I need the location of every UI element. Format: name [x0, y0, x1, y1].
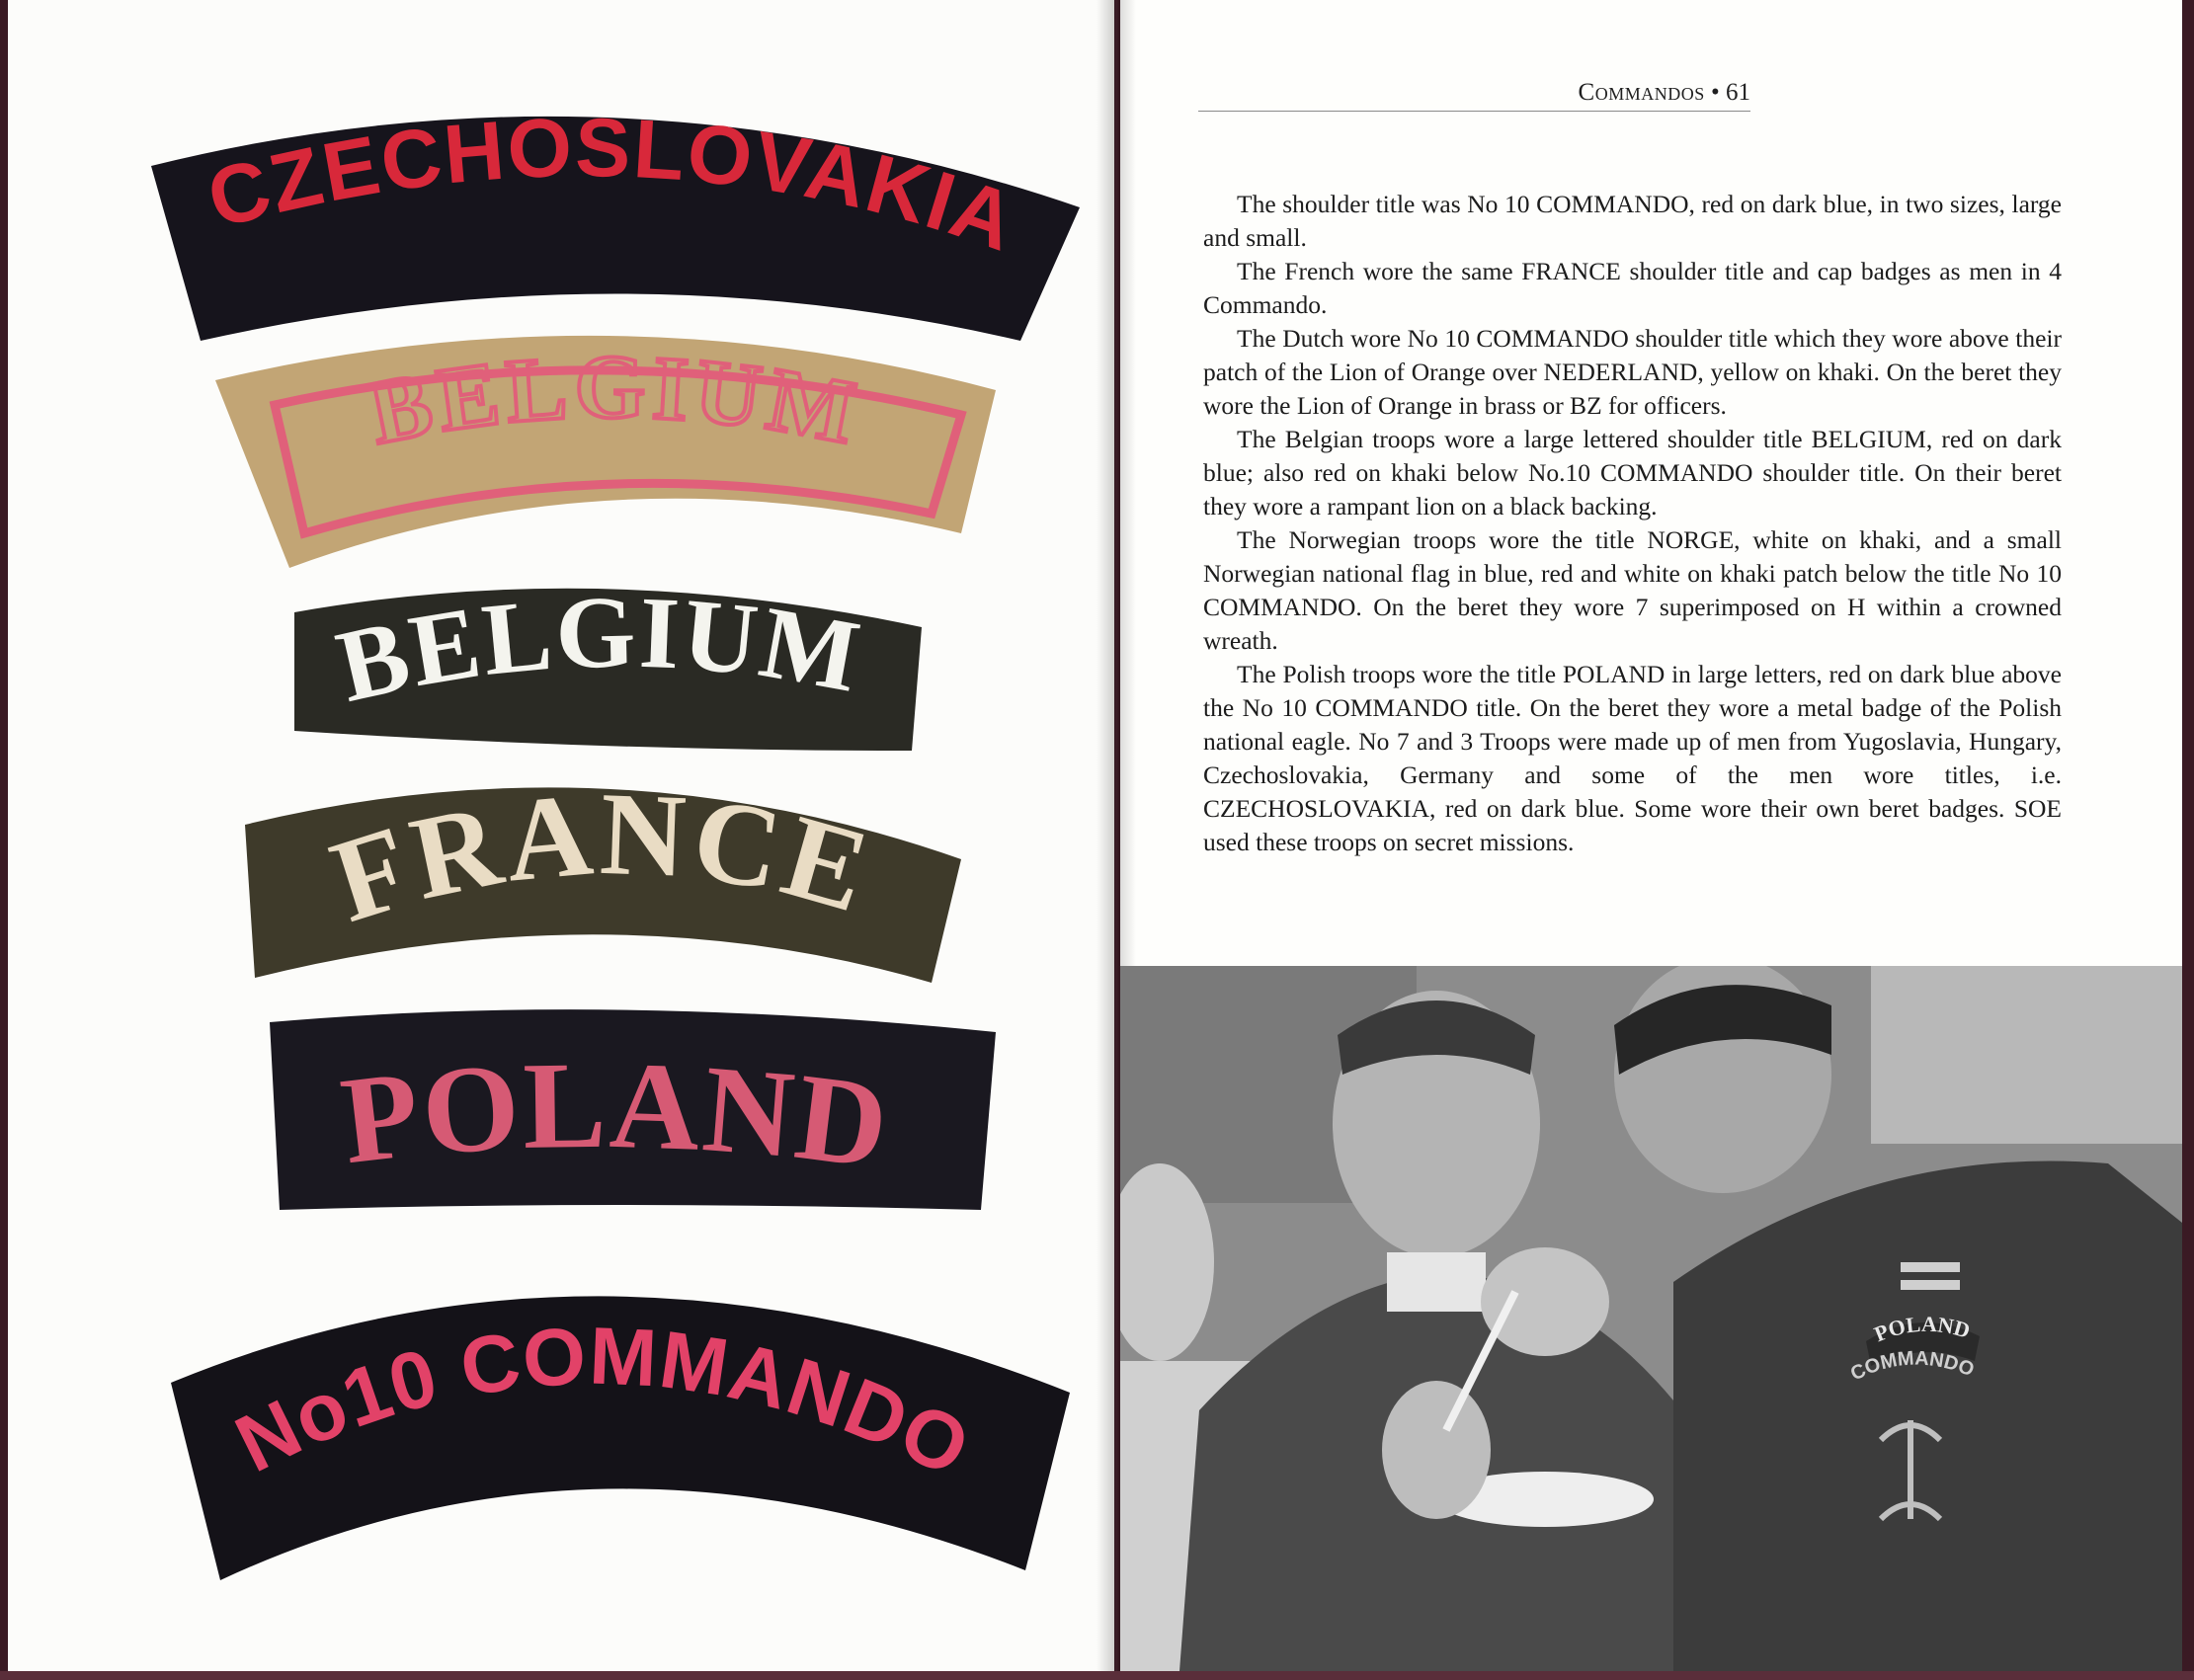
running-head-separator: •	[1710, 79, 1720, 106]
photograph	[1120, 966, 2182, 1671]
paragraph: The shoulder title was No 10 COMMANDO, red on dark blue, in two sizes, large and small.	[1203, 190, 2062, 252]
patch-no10-commando	[171, 1296, 1070, 1580]
patch-belgium-khaki	[215, 336, 996, 568]
paragraph: The Polish troops wore the title POLAND in large letters, red on dark blue above the No 10 COMMANDO title. On the beret they wore a metal badge of the Polish national eagle. No 7 and 3 Troops were made up of men from Yugoslavia, Hungary, Czechoslovakia, Germany and some of the men wore titles, i.e. CZECHOSLOVAKIA, red on dark blue. Some wore their own beret badges. SOE used these troops on secret missions.	[1203, 660, 2062, 856]
left-page	[8, 0, 1114, 1671]
hand-right	[1481, 1247, 1609, 1356]
patch-belgium-dark	[294, 575, 922, 751]
poland-shoulder-title-text: POLAND	[1870, 1311, 1974, 1347]
patch-france-text: FRANCE	[317, 766, 886, 947]
commando-shoulder-title-text: COMMANDO	[1847, 1347, 1978, 1386]
photo-illustration	[1120, 966, 2182, 1671]
patch-belgium-khaki-text: BELGIUM	[361, 336, 869, 464]
page-number: 61	[1726, 79, 1750, 106]
body-text	[1203, 188, 2062, 958]
soldier-right-body	[1673, 1161, 2182, 1672]
patch-czechoslovakia-text: CZECHOSLOVAKIA	[198, 100, 1029, 270]
book-bottom-edge	[0, 1671, 2194, 1680]
running-head	[1198, 79, 1750, 111]
patch-france	[245, 767, 961, 983]
paragraph: The Belgian troops wore a large lettered shoulder title BELGIUM, red on dark blue; also red on khaki below No.10 COMMANDO shoulder title. On their beret they wore a rampant lion on a black backing.	[1203, 425, 2062, 520]
paragraph: The French wore the same FRANCE shoulder title and cap badges as men in 4 Commando.	[1203, 257, 2062, 319]
patch-belgium-dark-text: BELGIUM	[327, 575, 870, 725]
hand-left	[1382, 1381, 1491, 1519]
patch-no10-commando-text: No10 COMMANDO	[222, 1311, 984, 1495]
shoulder-title-patches	[8, 0, 1114, 1671]
rank-pip	[1901, 1262, 1960, 1272]
patch-czechoslovakia	[151, 101, 1080, 341]
paragraph: The Norwegian troops wore the title NORGE, white on khaki, and a small Norwegian national flag in blue, red and white on khaki patch below the title No 10 COMMANDO. On the beret they wore 7 superimposed on H within a crowned wreath.	[1203, 525, 2062, 655]
patch-poland	[270, 1009, 996, 1210]
header-rule	[1198, 111, 1750, 112]
paragraph: The Dutch wore No 10 COMMANDO shoulder title which they wore above their patch of the Lion of Orange over NEDERLAND, yellow on khaki. On the beret they wore the Lion of Orange in brass or BZ for officers.	[1203, 324, 2062, 420]
running-head-title: Commandos	[1578, 79, 1705, 106]
patch-poland-text: POLAND	[334, 1036, 897, 1196]
